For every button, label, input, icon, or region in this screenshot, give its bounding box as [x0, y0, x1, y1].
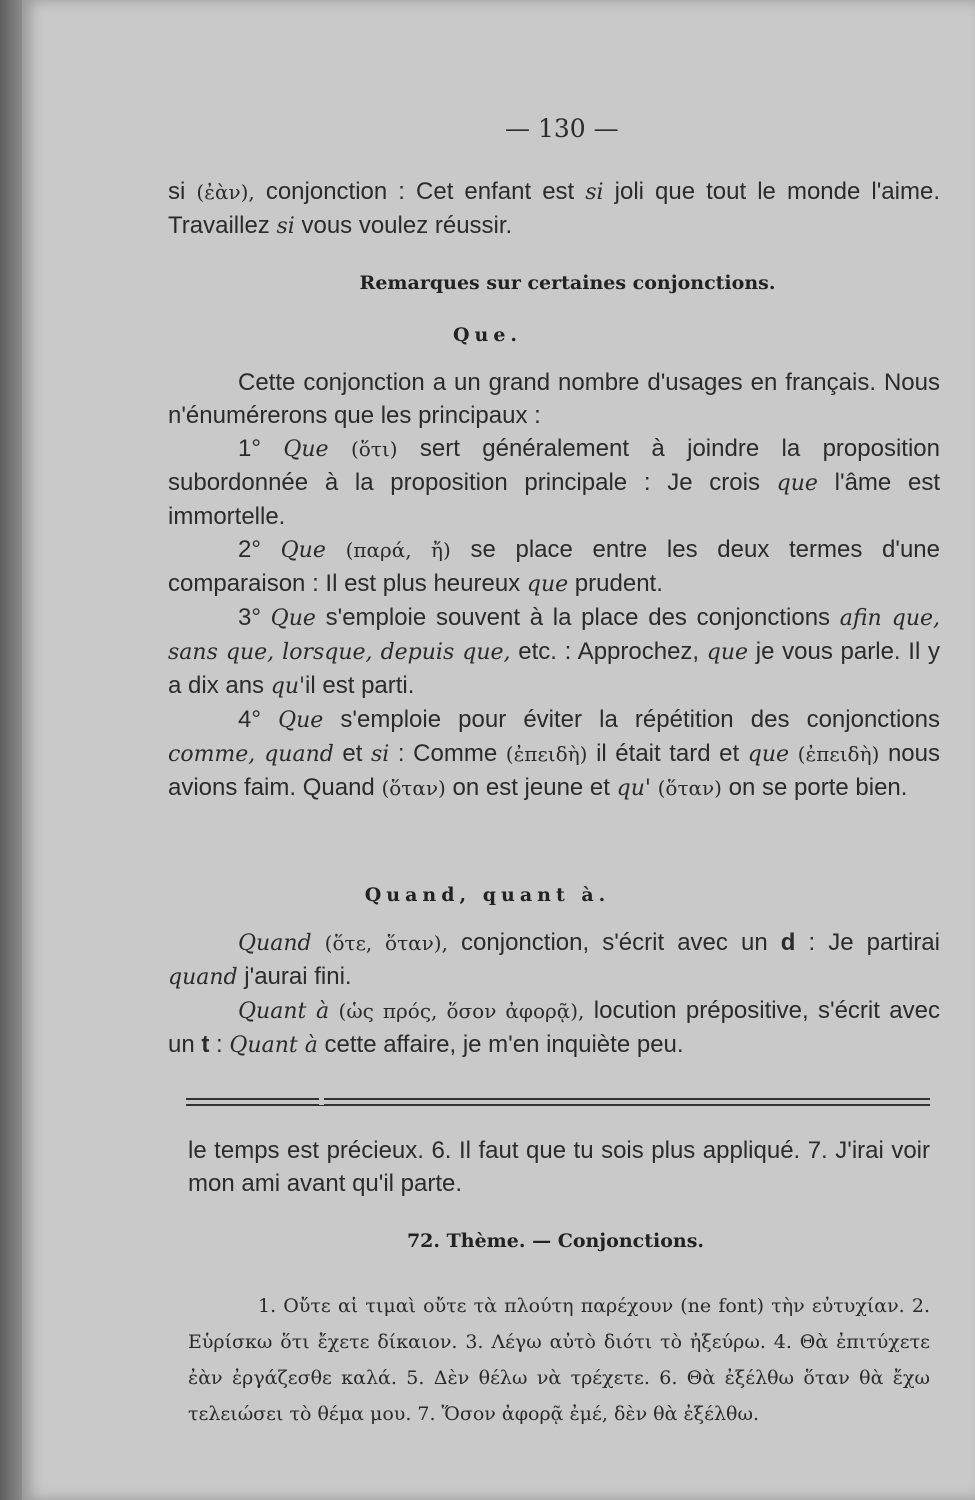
- si-text-2: joli que tout le monde l'aime. Travaillez: [168, 178, 940, 239]
- si-text-3: vous voulez réussir.: [294, 212, 513, 239]
- heading-remarques: Remarques sur certaines conjonctions.: [359, 272, 776, 294]
- si-term: si: [168, 178, 186, 205]
- heading-theme: 72. Thème. — Conjonctions.: [406, 1230, 705, 1252]
- book-binding-edge: [0, 0, 22, 1500]
- que-item-1: 1° Que (ὅτι) sert généralement à joindre la proposition subordonnée à la proposition principale : Je crois que l'âme est immortelle.: [168, 435, 940, 530]
- si-entry: [168, 175, 940, 243]
- quand-paragraph: Quand (ὅτε, ὅταν), conjonction, s'écrit avec un d : Je partirai quand j'aurai fini.: [168, 929, 940, 990]
- si-text-1: conjonction : Cet enfant est: [254, 178, 586, 205]
- page-number: — 130 —: [505, 114, 619, 143]
- si-em-1: si: [585, 180, 604, 205]
- heading-quand: Quand, quant à.: [364, 884, 611, 906]
- que-section: [168, 366, 940, 805]
- intro-paragraph: Cette conjonction a un grand nombre d'usages en français. Nous n'énumérerons que les principaux :: [168, 369, 940, 429]
- footer-paragraph: le temps est précieux. 6. Il faut que tu sois plus appliqué. 7. J'irai voir mon ami avant qu'il parte.: [188, 1137, 930, 1197]
- si-em-2: si: [276, 214, 295, 239]
- quand-section: [168, 926, 940, 1062]
- theme-exercise: [188, 1288, 930, 1432]
- theme-text: 1. Οὔτε αἱ τιμαὶ οὔτε τὰ πλούτη παρέχουν (ne font) τὴν εὐτυχίαν. 2. Εὑρίσκω ὅτι ἔχετε δίκαιον. 3. Λέγω αὐτὸ διότι τὸ ἠξεύρω. 4. Θὰ ἐπιτύχετε ἐὰν ἐργάζεσθε καλά. 5. Δὲν θέλω νὰ τρέχετε. 6. Θὰ ἐξέλθω ὅταν θὰ ἔχω τελειώσει τὸ θέμα μου. 7. Ὅσον ἀφορᾷ ἐμέ, δὲν θὰ ἐξέλθω.: [188, 1295, 930, 1425]
- si-greek: (ἐὰν),: [196, 180, 255, 204]
- que-item-3: 3° Que s'emploie souvent à la place des conjonctions afin que, sans que, lorsque, depuis que, etc. : Approchez, que je vous parle. Il y a dix ans qu'il est parti.: [168, 604, 941, 699]
- que-item-4: 4° Que s'emploie pour éviter la répétition des conjonctions comme, quand et si : Comme (ἐπειδὴ) il était tard et que (ἐπειδὴ) nous avions faim. Quand (ὅταν) on est jeune et qu' (ὅταν) on se porte bien.: [168, 706, 940, 801]
- que-item-2: 2° Que (παρά, ἤ) se place entre les deux termes d'une comparaison : Il est plus heureux que prudent.: [168, 536, 941, 597]
- quant-paragraph: Quant à (ὡς πρός, ὅσον ἀφορᾷ), locution prépositive, s'écrit avec un t : Quant à cette affaire, je m'en inquiète peu.: [168, 997, 940, 1058]
- divider-rule: [186, 1098, 930, 1106]
- heading-que: Que.: [452, 324, 523, 346]
